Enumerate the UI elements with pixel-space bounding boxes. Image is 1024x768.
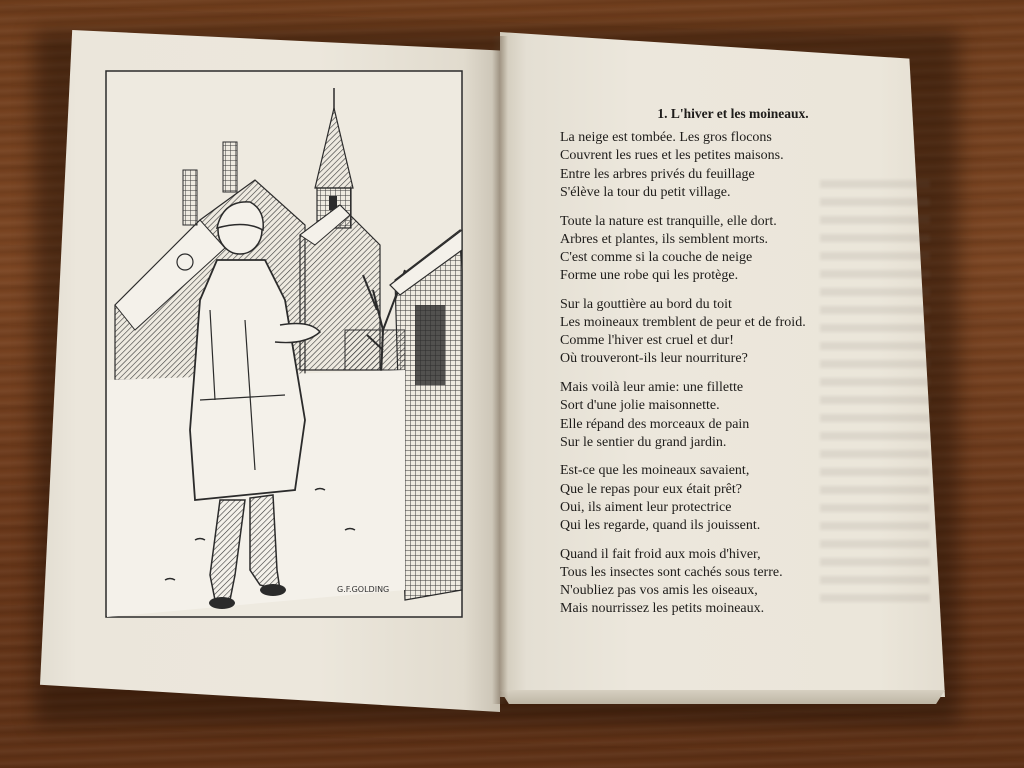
poem-line: Arbres et plantes, ils semblent morts. <box>560 231 769 247</box>
poem-line: Toute la nature est tranquille, elle dort. <box>560 213 777 229</box>
illustration-svg <box>105 70 463 618</box>
poem-title: 1. L'hiver et les moineaux. <box>657 106 809 121</box>
poem-line: Forme une robe qui les protège. <box>560 268 739 284</box>
poem-line: Est-ce que les moineaux savaient, <box>560 463 750 479</box>
poem-line: Sur la gouttière au bord du toit <box>560 296 732 312</box>
stanza-3 <box>560 296 890 369</box>
stanza-2 <box>560 213 890 286</box>
poem-line: Oui, ils aiment leur protectrice <box>560 499 732 515</box>
poem-line: Mais voilà leur amie: une fillette <box>560 380 744 396</box>
poem-line: La neige est tombée. Les gros flocons <box>560 130 772 146</box>
stanza-4 <box>560 379 890 452</box>
poem-line: Que le repas pour eux était prêt? <box>560 481 742 497</box>
stanza-5 <box>560 462 890 535</box>
poem-line: Les moineaux tremblent de peur et de froid. <box>560 315 806 331</box>
winter-illustration <box>105 70 463 618</box>
page-stack-edge <box>500 690 945 704</box>
poem-line: Elle répand des morceaux de pain <box>560 416 750 432</box>
poem-line: Où trouveront-ils leur nourriture? <box>560 351 748 367</box>
poem-line: Qui les regarde, quand ils jouissent. <box>560 518 761 534</box>
poem-line: Sur le sentier du grand jardin. <box>560 434 727 450</box>
poem <box>560 105 890 629</box>
poem-line: Comme l'hiver est cruel et dur! <box>560 333 734 349</box>
book-spine <box>492 36 508 704</box>
artist-signature: G.F.GOLDING <box>337 585 390 594</box>
stanza-6 <box>560 546 890 619</box>
poem-line: Tous les insectes sont cachés sous terre. <box>560 564 783 580</box>
poem-line: Quand il fait froid aux mois d'hiver, <box>560 546 761 562</box>
stanza-1 <box>560 129 890 202</box>
poem-line: Entre les arbres privés du feuillage <box>560 166 755 182</box>
poem-line: Sort d'une jolie maisonnette. <box>560 398 720 414</box>
poem-line: N'oubliez pas vos amis les oiseaux, <box>560 583 758 599</box>
poem-line: S'élève la tour du petit village. <box>560 184 731 200</box>
poem-line: Couvrent les rues et les petites maisons. <box>560 148 784 164</box>
poem-line: Mais nourrissez les petits moineaux. <box>560 601 765 617</box>
poem-line: C'est comme si la couche de neige <box>560 249 753 265</box>
